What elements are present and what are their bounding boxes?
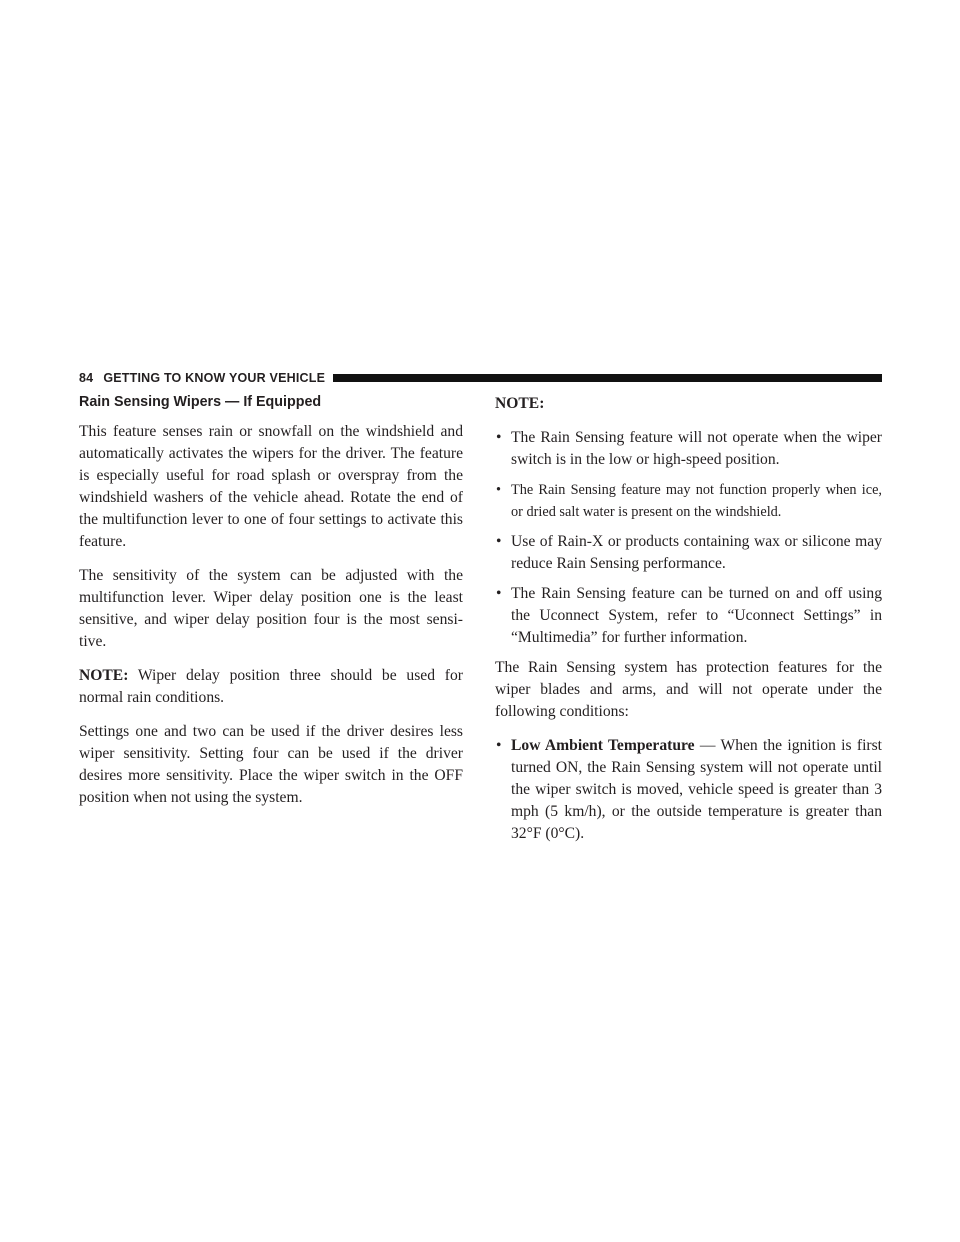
note-list xyxy=(495,427,882,649)
list-item xyxy=(495,531,882,575)
list-item xyxy=(495,427,882,471)
section-heading: Rain Sensing Wipers — If Equipped xyxy=(79,394,322,410)
bullet-icon: • xyxy=(496,737,502,754)
sensitivity-paragraph: The sensitivity of the system can be adjusted with the multifunction lever. Wiper delay position one is the least sensitive, and wiper delay position four is the most sensi-tive. xyxy=(79,567,463,650)
intro-paragraph: This feature senses rain or snowfall on the windshield and automatically activates the wipers for the driver. The feature is especially useful for road splash or overspray from the windshield washers of the vehicle ahead. Rotate the end of the multifunction lever to one of four settings to activate this feature. xyxy=(79,423,463,550)
bullet-icon: • xyxy=(496,533,502,550)
section-title: GETTING TO KNOW YOUR VEHICLE xyxy=(103,371,326,385)
left-column xyxy=(79,393,463,821)
page-header xyxy=(79,368,882,388)
note-heading: NOTE: xyxy=(495,395,545,412)
note-paragraph xyxy=(79,665,463,709)
list-item xyxy=(495,735,882,845)
list-item-text: Use of Rain-X or products containing wax or silicone may reduce Rain Sensing performance. xyxy=(511,533,882,572)
conditions-list xyxy=(495,735,882,845)
bullet-icon: • xyxy=(496,482,502,498)
bullet-icon: • xyxy=(496,585,502,602)
condition-text: — When the ignition is first turned ON, the Rain Sensing system will not operate until the wiper switch is moved, vehicle speed is greater than 3 mph (5 km/h), or the outside temperature is greater than 32°F (0°C). xyxy=(511,737,882,842)
list-item-text: The Rain Sensing feature will not operate when the wiper switch is in the low or high-speed position. xyxy=(511,429,882,468)
list-item-text: The Rain Sensing feature can be turned on and off using the Uconnect System, refer to “Uconnect Settings” in “Multimedia” for further information. xyxy=(511,585,882,646)
note-label: NOTE: xyxy=(79,667,129,684)
list-item-text: The Rain Sensing feature may not function properly when ice, or dried salt water is present on the windshield. xyxy=(511,482,882,520)
right-column xyxy=(495,393,882,853)
protection-paragraph: The Rain Sensing system has protection features for the wiper blades and arms, and will not operate under the following conditions: xyxy=(495,659,882,720)
settings-paragraph: Settings one and two can be used if the driver desires less wiper sensitivity. Setting four can be used if the driver desires more sensitivity. Place the wiper switch in the OFF position when not using the system. xyxy=(79,723,463,806)
header-rule xyxy=(333,374,882,382)
page-number: 84 xyxy=(79,371,94,385)
bullet-icon: • xyxy=(496,429,502,446)
list-item xyxy=(495,583,882,649)
list-item xyxy=(495,479,882,523)
condition-label: Low Ambient Temperature xyxy=(511,737,695,754)
note-text: Wiper delay position three should be used for normal rain conditions. xyxy=(79,667,463,706)
